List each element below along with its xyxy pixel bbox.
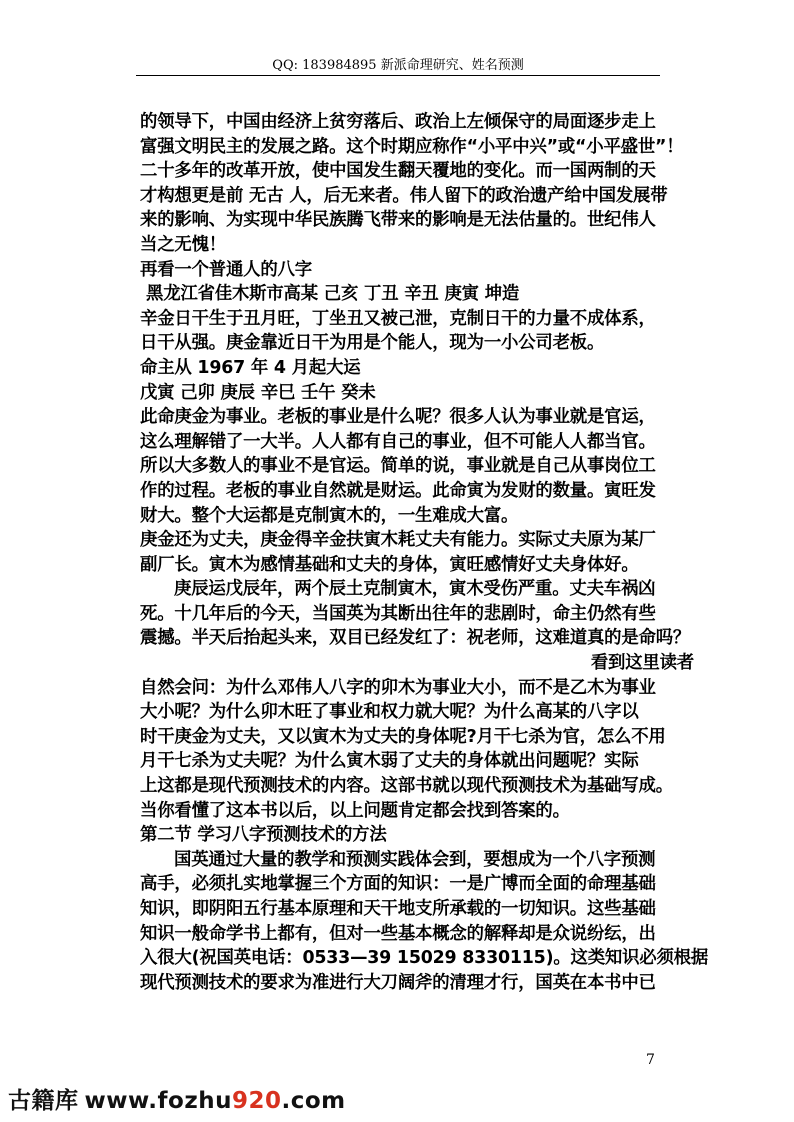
- text-line: 知识，即阴阳五行基本原理和天干地支所承载的一切知识。这些基础: [140, 899, 656, 919]
- text-line: 二十多年的改革开放，使中国发生翻天覆地的变化。而一国两制的天: [140, 161, 656, 182]
- page-header: QQ: 183984895 新派命理研究、姓名预测: [272, 58, 524, 73]
- text-line: 当之无愧！: [140, 234, 226, 255]
- luck-pillars-line: 戊寅 己卯 庚辰 辛巳 壬午 癸未: [140, 382, 376, 403]
- page-number: 7: [646, 1052, 655, 1068]
- text-line: 副厂长。寅木为感情基础和丈夫的身体，寅旺感情好丈夫身体好。: [140, 554, 639, 575]
- text-line: 时干庚金为丈夫，又以寅木为丈夫的身体呢?月干七杀为官，怎么不用: [140, 726, 666, 747]
- text-line: 国英通过大量的教学和预测实践体会到，要想成为一个八字预测: [174, 849, 656, 870]
- text-line: 高手，必须扎实地掌握三个方面的知识：一是广博而全面的命理基础: [140, 874, 656, 895]
- text-line: 当你看懂了这本书以后，以上问题肯定都会找到答案的。: [140, 800, 570, 821]
- body-text: [140, 110, 709, 995]
- text-line: 看到这里读者: [590, 653, 694, 674]
- text-line: 的领导下，中国由经济上贫穷落后、政治上左倾保守的局面逐步走上: [140, 112, 656, 132]
- text-line: 知识一般命学书上都有，但对一些基本概念的解释却是众说纷纭，出: [140, 923, 656, 944]
- text-line: 入很大(祝国英电话：0533—39 15029 8330115)。这类知识必须根据: [140, 948, 709, 969]
- text-line: 现代预测技术的要求为准进行大刀阔斧的清理才行，国英在本书中已: [140, 972, 656, 993]
- text-line: 大小呢？为什么卯木旺了事业和权力就大呢？为什么高某的八字以: [140, 702, 639, 723]
- text-line: 再看一个普通人的八字: [140, 259, 312, 280]
- text-line: 命主从 1967 年 4 月起大运: [140, 357, 361, 378]
- text-line: 月干七杀为丈夫呢？为什么寅木弱了丈夫的身体就出问题呢？实际: [140, 751, 639, 772]
- site-name: 古籍库: [8, 1088, 79, 1114]
- text-line: 庚辰运戊辰年，两个辰土克制寅木，寅木受伤严重。丈夫车祸凶: [174, 579, 656, 600]
- site-url-prefix: www.fozhu: [84, 1088, 232, 1114]
- text-line: 辛金日干生于丑月旺，丁坐丑又被己泄，克制日干的力量不成体系，: [140, 308, 656, 329]
- text-line: 所以大多数人的事业不是官运。简单的说，事业就是自己从事岗位工: [140, 456, 656, 477]
- site-url-number: 920: [231, 1088, 282, 1114]
- text-line: 这么理解错了一大半。人人都有自己的事业，但不可能人人都当官。: [140, 431, 656, 452]
- text-line: 富强文明民主的发展之路。这个时期应称作“小平中兴”或“小平盛世”！: [140, 136, 684, 157]
- text-line: 自然会问：为什么邓伟人八字的卯木为事业大小，而不是乙木为事业: [140, 677, 656, 698]
- site-url-suffix: .com: [281, 1088, 346, 1114]
- text-line: 庚金还为丈夫，庚金得辛金扶寅木耗丈夫有能力。实际丈夫原为某厂: [140, 530, 656, 551]
- text-line: 财大。整个大运都是克制寅木的，一生难成大富。: [140, 505, 519, 526]
- text-line: 日干从强。庚金靠近日干为用是个能人，现为一小公司老板。: [140, 333, 605, 354]
- text-line: 上这都是现代预测技术的内容。这部书就以现代预测技术为基础写成。: [140, 776, 673, 797]
- text-line: 此命庚金为事业。老板的事业是什么呢？很多人认为事业就是官运，: [140, 407, 656, 428]
- text-line: 来的影响、为实现中华民族腾飞带来的影响是无法估量的。世纪伟人: [140, 210, 656, 231]
- header-rule: [136, 75, 660, 76]
- text-line: 才构想更是前 无古 人，后无来者。伟人留下的政治遗产给中国发展带: [140, 185, 668, 206]
- section-heading: 第二节 学习八字预测技术的方法: [140, 825, 387, 846]
- text-line: 震撼。半天后抬起头来，双目已经发红了：祝老师，这难道真的是命吗？: [140, 628, 691, 649]
- text-line: 死。十几年后的今天，当国英为其断出往年的悲剧时，命主仍然有些: [140, 603, 656, 624]
- text-line: 作的过程。老板的事业自然就是财运。此命寅为发财的数量。寅旺发: [140, 480, 656, 501]
- bazi-chart-line: 黑龙江省佳木斯市高某 己亥 丁丑 辛丑 庚寅 坤造: [146, 284, 520, 305]
- site-watermark: [8, 1082, 346, 1115]
